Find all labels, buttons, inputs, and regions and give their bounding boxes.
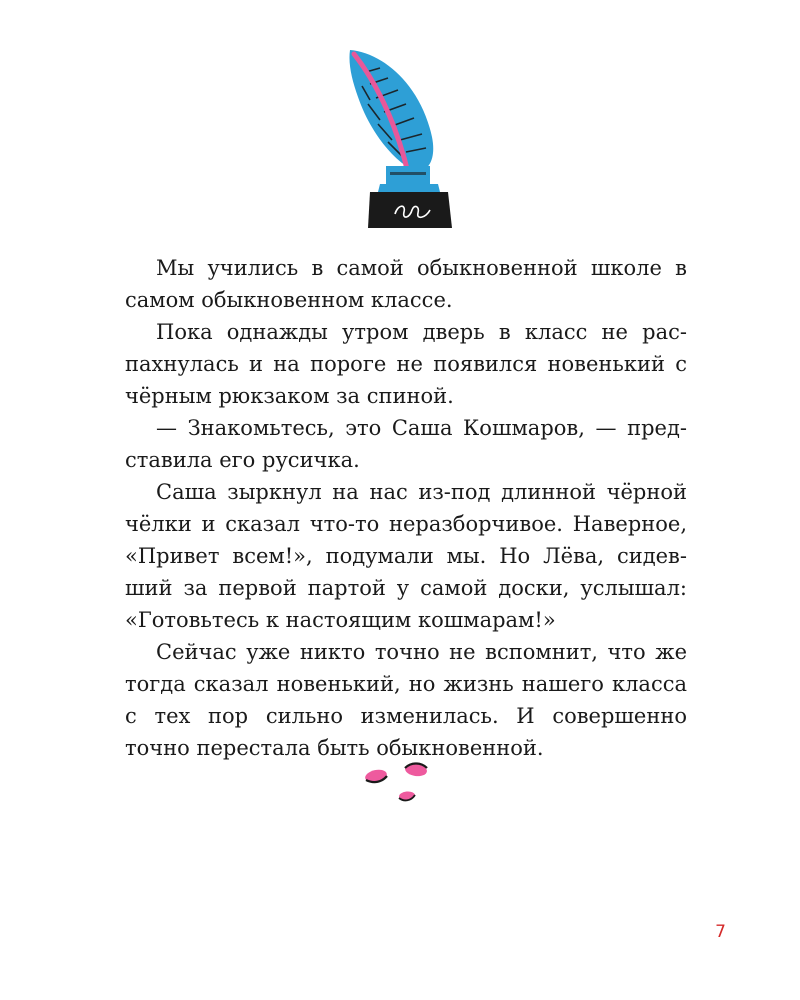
ink-dots-icon <box>356 758 436 808</box>
paragraph: Пока однажды утром дверь в класс не распахнулась и на пороге не появился новенький с чёрным рюкзаком за спиной. <box>125 320 687 408</box>
paragraph: Мы учились в самой обыкновенной школе в самом обыкновенном классе. <box>125 256 687 312</box>
inkwell-body <box>368 192 452 228</box>
page-number: 7 <box>715 922 726 942</box>
paragraph: — Знакомьтесь, это Саша Кошмаров, — представила его русичка. <box>125 416 687 472</box>
paragraph: Сейчас уже никто точно не вспомнит, что же тогда сказал новенький, но жизнь нашего класса с тех пор сильно изменилась. И совершенно точно перестала быть обыкновенной. <box>125 640 687 760</box>
body-text <box>125 252 687 764</box>
quill-inkwell-icon <box>340 42 470 242</box>
paragraph: Саша зыркнул на нас из-под длинной чёрной чёлки и сказал что-то неразборчивое. Наверное, «Привет всем!», подумали мы. Но Лёва, сидевший за первой партой у самой доски, услышал: «Готовьтесь к настоящим кошмарам!» <box>125 480 687 632</box>
